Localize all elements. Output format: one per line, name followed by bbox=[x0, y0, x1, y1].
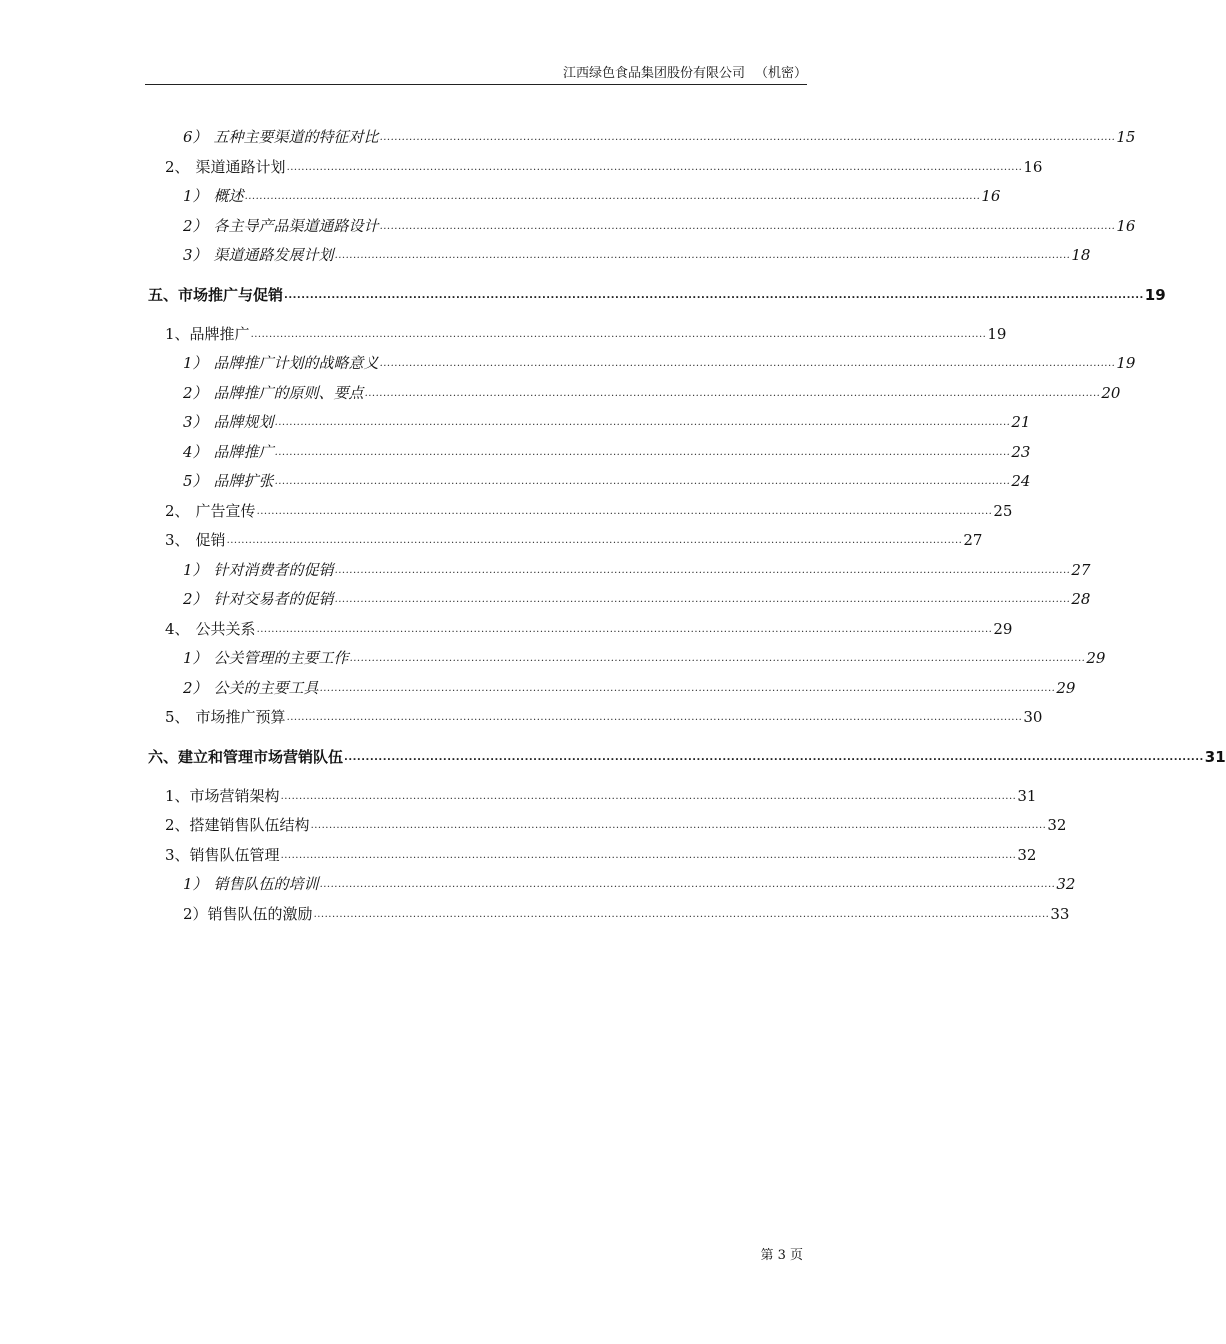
toc-entry[interactable] bbox=[183, 184, 1001, 206]
toc-entry[interactable] bbox=[165, 499, 1013, 521]
toc-entry[interactable] bbox=[183, 351, 1136, 373]
toc-number: 1） bbox=[183, 561, 208, 579]
toc-number: 3） bbox=[183, 246, 208, 264]
toc-entry[interactable] bbox=[183, 469, 1031, 491]
dot-leader: ........................................................................................................................................................................................................ bbox=[286, 162, 1023, 173]
toc-entry[interactable] bbox=[183, 902, 1070, 924]
toc-number: 1） bbox=[183, 875, 208, 893]
toc-entry[interactable] bbox=[165, 813, 1067, 835]
dot-leader: ........................................................................................................................................................................................................ bbox=[334, 565, 1071, 576]
toc-entry[interactable] bbox=[183, 872, 1076, 894]
toc-page: 28 bbox=[1071, 590, 1091, 608]
dot-leader: ........................................................................................................................................................................................................ bbox=[310, 820, 1047, 831]
toc-title: 针对交易者的促销 bbox=[213, 590, 334, 608]
toc-title: 品牌推广的原则、要点 bbox=[213, 384, 364, 402]
toc-page: 15 bbox=[1116, 128, 1136, 146]
toc-entry[interactable] bbox=[183, 214, 1136, 236]
toc-number: 六、 bbox=[148, 748, 179, 766]
dot-leader: ........................................................................................................................................................................................................ bbox=[274, 476, 1011, 487]
toc-title: 品牌规划 bbox=[213, 413, 274, 431]
toc-title: 促销 bbox=[195, 531, 226, 549]
company-name: 江西绿色食品集团股份有限公司 bbox=[562, 66, 745, 81]
toc-title: 销售队伍的培训 bbox=[213, 875, 319, 893]
dot-leader: ........................................................................................................................................................................................................ bbox=[284, 290, 1144, 301]
toc-entry[interactable] bbox=[148, 745, 1226, 767]
toc-title: 渠道通路发展计划 bbox=[213, 246, 334, 264]
toc-number: 4、 bbox=[165, 620, 190, 638]
toc-title: 公共关系 bbox=[195, 620, 256, 638]
toc-title: 市场推广预算 bbox=[195, 708, 286, 726]
toc-entry[interactable] bbox=[165, 617, 1013, 639]
toc-page: 29 bbox=[1056, 679, 1076, 697]
toc-title: 渠道通路计划 bbox=[195, 158, 286, 176]
toc-page: 21 bbox=[1011, 413, 1031, 431]
dot-leader: ........................................................................................................................................................................................................ bbox=[280, 850, 1017, 861]
toc-number: 3） bbox=[183, 413, 208, 431]
toc-page: 31 bbox=[1204, 748, 1226, 766]
toc-title: 市场营销架构 bbox=[189, 787, 280, 805]
toc-page: 23 bbox=[1011, 443, 1031, 461]
dot-leader: ........................................................................................................................................................................................................ bbox=[256, 624, 993, 635]
dot-leader: ........................................................................................................................................................................................................ bbox=[274, 417, 1011, 428]
dot-leader: ........................................................................................................................................................................................................ bbox=[256, 506, 993, 517]
toc-page: 30 bbox=[1023, 708, 1043, 726]
toc-page: 29 bbox=[1086, 649, 1106, 667]
toc-title: 概述 bbox=[213, 187, 244, 205]
toc-entry[interactable] bbox=[165, 322, 1007, 344]
toc-title: 公关管理的主要工作 bbox=[213, 649, 349, 667]
toc-page: 20 bbox=[1101, 384, 1121, 402]
toc-entry[interactable] bbox=[183, 243, 1091, 265]
dot-leader: ........................................................................................................................................................................................................ bbox=[379, 132, 1116, 143]
toc-number: 1） bbox=[183, 354, 208, 372]
dot-leader: ........................................................................................................................................................................................................ bbox=[244, 191, 981, 202]
toc-entry[interactable] bbox=[183, 410, 1031, 432]
toc-page: 32 bbox=[1056, 875, 1076, 893]
toc-number: 2） bbox=[183, 217, 208, 235]
toc-title: 市场推广与促销 bbox=[178, 286, 284, 304]
toc-page: 25 bbox=[993, 502, 1013, 520]
toc-page: 16 bbox=[981, 187, 1001, 205]
dot-leader: ........................................................................................................................................................................................................ bbox=[379, 358, 1116, 369]
toc-number: 1、 bbox=[165, 325, 190, 343]
dot-leader: ........................................................................................................................................................................................................ bbox=[319, 879, 1056, 890]
toc-number: 2） bbox=[183, 679, 208, 697]
toc-entry[interactable] bbox=[183, 646, 1106, 668]
dot-leader: ........................................................................................................................................................................................................ bbox=[280, 791, 1017, 802]
toc-title: 五种主要渠道的特征对比 bbox=[213, 128, 379, 146]
toc-title: 各主导产品渠道通路设计 bbox=[213, 217, 379, 235]
dot-leader: ........................................................................................................................................................................................................ bbox=[334, 594, 1071, 605]
toc-title: 品牌推广 bbox=[213, 443, 274, 461]
toc-page: 33 bbox=[1050, 905, 1070, 923]
toc-number: 4） bbox=[183, 443, 208, 461]
toc-page: 27 bbox=[963, 531, 983, 549]
toc-number: 1） bbox=[183, 649, 208, 667]
dot-leader: ........................................................................................................................................................................................................ bbox=[250, 329, 987, 340]
dot-leader: ........................................................................................................................................................................................................ bbox=[313, 909, 1050, 920]
toc-entry[interactable] bbox=[183, 587, 1091, 609]
dot-leader: ........................................................................................................................................................................................................ bbox=[319, 683, 1056, 694]
toc-number: 2、 bbox=[165, 158, 190, 176]
toc-entry[interactable] bbox=[183, 125, 1136, 147]
toc-page: 31 bbox=[1017, 787, 1037, 805]
toc-number: 3、 bbox=[165, 531, 190, 549]
toc-number: 1、 bbox=[165, 787, 190, 805]
toc-page: 18 bbox=[1071, 246, 1091, 264]
toc-entry[interactable] bbox=[165, 784, 1037, 806]
toc-entry[interactable] bbox=[165, 528, 983, 550]
toc-page: 19 bbox=[987, 325, 1007, 343]
toc-page: 19 bbox=[1144, 286, 1166, 304]
toc-number: 五、 bbox=[148, 286, 179, 304]
toc-page: 27 bbox=[1071, 561, 1091, 579]
toc-number: 1） bbox=[183, 187, 208, 205]
dot-leader: ........................................................................................................................................................................................................ bbox=[274, 447, 1011, 458]
toc-title: 品牌推广 bbox=[189, 325, 250, 343]
toc-title: 建立和管理市场营销队伍 bbox=[178, 748, 344, 766]
toc-title: 品牌扩张 bbox=[213, 472, 274, 490]
toc-page: 24 bbox=[1011, 472, 1031, 490]
dot-leader: ........................................................................................................................................................................................................ bbox=[364, 388, 1101, 399]
toc-title: 公关的主要工具 bbox=[213, 679, 319, 697]
toc-title: 针对消费者的促销 bbox=[213, 561, 334, 579]
toc-entry[interactable] bbox=[165, 155, 1043, 177]
toc-page: 29 bbox=[993, 620, 1013, 638]
toc-entry[interactable] bbox=[165, 843, 1037, 865]
toc-title: 搭建销售队伍结构 bbox=[189, 816, 310, 834]
toc-title: 销售队伍的激励 bbox=[207, 905, 313, 923]
toc-entry[interactable] bbox=[183, 558, 1091, 580]
toc-page: 32 bbox=[1047, 816, 1067, 834]
toc-number: 2） bbox=[183, 905, 208, 923]
toc-number: 5、 bbox=[165, 708, 190, 726]
toc-number: 2、 bbox=[165, 816, 190, 834]
toc-number: 3、 bbox=[165, 846, 190, 864]
confidential-mark: （机密） bbox=[754, 66, 807, 81]
toc-number: 6） bbox=[183, 128, 208, 146]
toc-entry[interactable] bbox=[183, 381, 1121, 403]
toc-number: 2） bbox=[183, 384, 208, 402]
toc-page: 16 bbox=[1116, 217, 1136, 235]
dot-leader: ........................................................................................................................................................................................................ bbox=[344, 752, 1204, 763]
toc-entry[interactable] bbox=[148, 283, 1166, 305]
toc-entry[interactable] bbox=[183, 440, 1031, 462]
toc-number: 5） bbox=[183, 472, 208, 490]
dot-leader: ........................................................................................................................................................................................................ bbox=[286, 712, 1023, 723]
toc-title: 品牌推广计划的战略意义 bbox=[213, 354, 379, 372]
toc-page: 32 bbox=[1017, 846, 1037, 864]
toc-title: 广告宣传 bbox=[195, 502, 256, 520]
toc-page: 19 bbox=[1116, 354, 1136, 372]
dot-leader: ........................................................................................................................................................................................................ bbox=[349, 653, 1086, 664]
dot-leader: ........................................................................................................................................................................................................ bbox=[226, 535, 963, 546]
page-number: 第 3 页 bbox=[760, 1248, 803, 1263]
toc-page: 16 bbox=[1023, 158, 1043, 176]
toc-title: 销售队伍管理 bbox=[189, 846, 280, 864]
toc-number: 2、 bbox=[165, 502, 190, 520]
dot-leader: ........................................................................................................................................................................................................ bbox=[379, 221, 1116, 232]
toc-number: 2） bbox=[183, 590, 208, 608]
toc-entry[interactable] bbox=[165, 705, 1043, 727]
dot-leader: ........................................................................................................................................................................................................ bbox=[334, 250, 1071, 261]
toc-entry[interactable] bbox=[183, 676, 1076, 698]
